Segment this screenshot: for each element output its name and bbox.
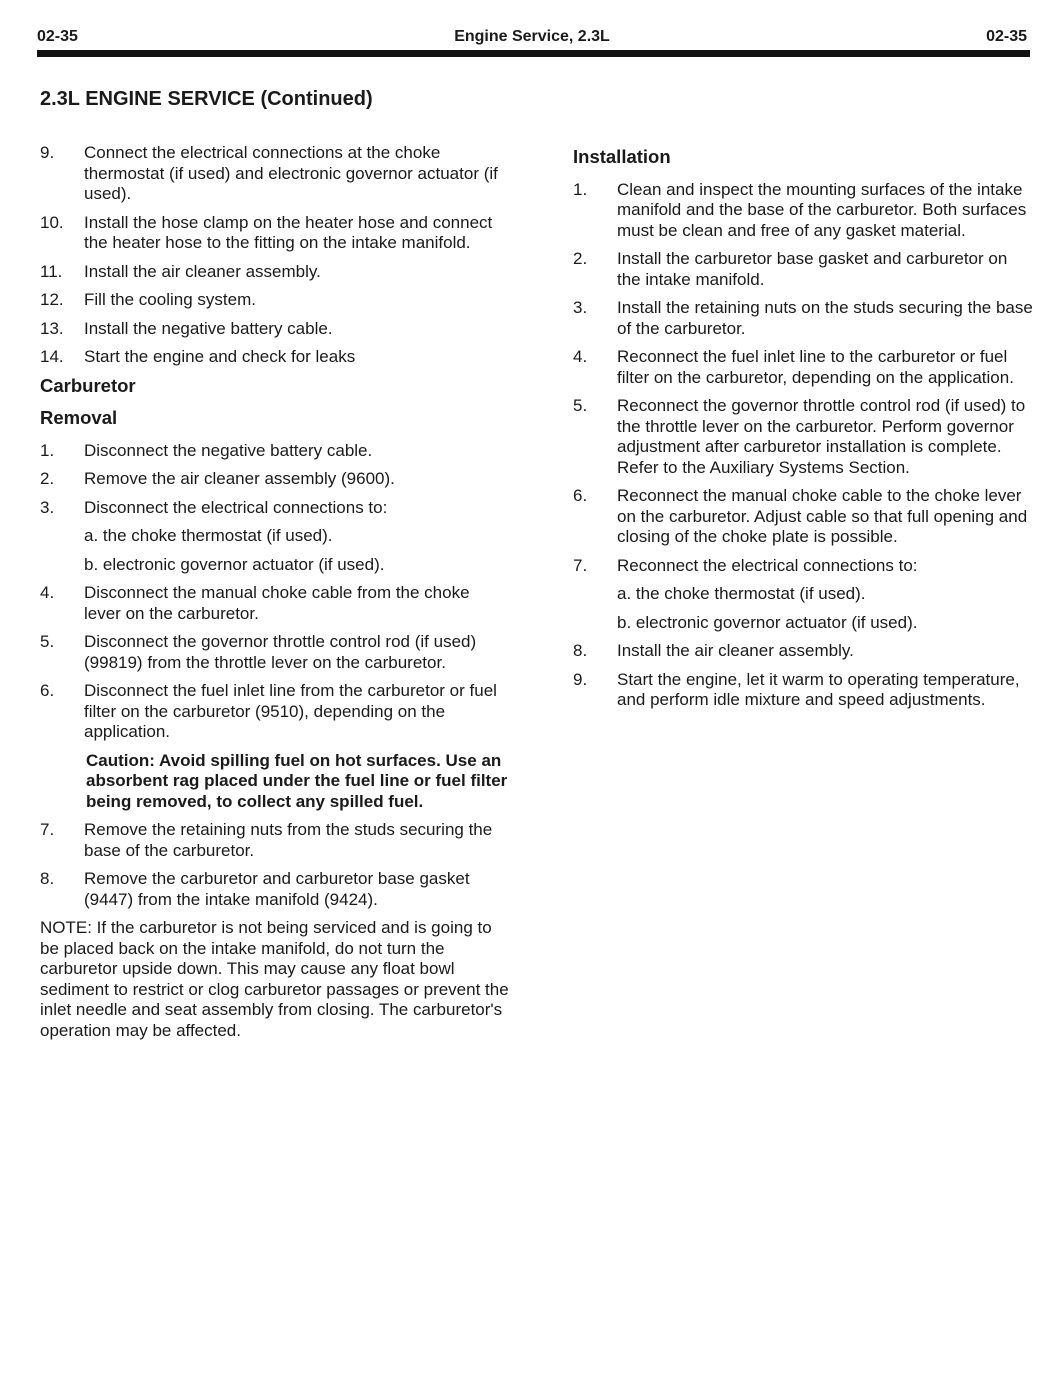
list-item [573, 298, 1033, 339]
list-item [573, 670, 1033, 711]
step-text: Remove the carburetor and carburetor base gasket (9447) from the intake manifold (9424). [84, 869, 470, 909]
list-item [573, 556, 1033, 577]
list-item [40, 441, 510, 462]
list-item [573, 641, 1033, 662]
removal-heading: Removal [40, 407, 118, 428]
step-number: 6. [40, 681, 55, 700]
step-text: Disconnect the fuel inlet line from the carburetor or fuel filter on the carburetor (9510), depending on the application. [84, 681, 497, 741]
step-text: Install the retaining nuts on the studs securing the base of the carburetor. [617, 298, 1033, 338]
step-number: 9. [40, 143, 55, 162]
step-text: Reconnect the fuel inlet line to the carburetor or fuel filter on the carburetor, depending on the application. [617, 347, 1014, 387]
list-item [40, 262, 510, 283]
steps-top [40, 143, 510, 368]
removal-sub-b: b. electronic governor actuator (if used). [84, 554, 385, 574]
step-number: 4. [40, 583, 55, 602]
step-number: 5. [40, 632, 55, 651]
step-text: Disconnect the manual choke cable from the choke lever on the carburetor. [84, 583, 470, 623]
step-number: 7. [573, 555, 588, 575]
list-item [40, 820, 510, 861]
installation-sub-b: b. electronic governor actuator (if used). [617, 612, 918, 632]
installation-sub-a: a. the choke thermostat (if used). [617, 584, 866, 603]
step-text: Remove the air cleaner assembly (9600). [84, 469, 395, 488]
list-item [40, 632, 510, 673]
list-item [573, 249, 1033, 290]
header-title: Engine Service, 2.3L [454, 28, 610, 45]
step-number: 6. [573, 486, 588, 505]
step-number: 2. [573, 249, 588, 268]
left-column [40, 143, 510, 1041]
page-number-right: 02-35 [986, 28, 1027, 45]
right-column [573, 143, 1033, 719]
step-number: 8. [40, 869, 55, 888]
step-number: 1. [573, 179, 588, 199]
list-item [40, 681, 510, 743]
list-item [573, 347, 1033, 388]
section-title: 2.3L ENGINE SERVICE (Continued) [40, 88, 373, 110]
installation-steps-b [573, 641, 1033, 711]
list-item [573, 396, 1033, 478]
step-number: 10. [40, 212, 64, 232]
step-text: Reconnect the manual choke cable to the choke lever on the carburetor. Adjust cable so that full opening and closing of the choke plate is possible. [617, 486, 1028, 546]
note-text: NOTE: If the carburetor is not being serviced and is going to be placed back on the intake manifold, do not turn the carburetor upside down. This may cause any float bowl sediment to restrict or clog carburetor passages or prevent the inlet needle and seat assembly from closing. The carburetor's operation may be affected. [40, 918, 509, 1040]
step-number: 9. [573, 669, 588, 689]
installation-steps-a [573, 180, 1033, 577]
step-number: 11. [40, 261, 63, 281]
list-item [573, 486, 1033, 548]
step-text: Disconnect the electrical connections to: [84, 497, 388, 517]
step-number: 5. [573, 396, 588, 415]
step-text: Start the engine and check for leaks [84, 347, 356, 366]
step-text: Connect the electrical connections at the choke thermostat (if used) and electronic governor actuator (if used). [84, 143, 498, 203]
list-item [40, 469, 510, 490]
installation-heading: Installation [573, 146, 671, 167]
step-number: 4. [573, 347, 588, 366]
removal-steps-b [40, 583, 510, 743]
step-text: Install the air cleaner assembly. [617, 641, 854, 660]
step-number: 13. [40, 318, 64, 338]
carburetor-heading: Carburetor [40, 374, 136, 396]
removal-steps-a [40, 441, 510, 519]
step-number: 3. [573, 298, 588, 317]
list-item [40, 347, 510, 368]
list-item [40, 213, 510, 254]
page-header [37, 28, 1027, 48]
step-text: Clean and inspect the mounting surfaces of the intake manifold and the base of the carburetor. Both surfaces must be clean and free of any gasket material. [617, 179, 1027, 240]
caution-text: Caution: Avoid spilling fuel on hot surfaces. Use an absorbent rag placed under the fuel line or fuel filter being removed, to collect any spilled fuel. [86, 750, 508, 811]
step-number: 2. [40, 469, 55, 488]
list-item [40, 498, 510, 519]
step-number: 3. [40, 497, 55, 517]
step-text: Start the engine, let it warm to operating temperature, and perform idle mixture and speed adjustments. [617, 669, 1020, 709]
step-number: 7. [40, 820, 55, 839]
step-text: Install the carburetor base gasket and carburetor on the intake manifold. [617, 249, 1008, 289]
list-item [40, 143, 510, 205]
step-number: 8. [573, 641, 588, 660]
removal-steps-c [40, 820, 510, 910]
step-text: Install the negative battery cable. [84, 318, 333, 338]
step-number: 14. [40, 347, 64, 366]
header-rule [37, 50, 1030, 57]
removal-sub-a: a. the choke thermostat (if used). [84, 526, 333, 545]
step-text: Reconnect the governor throttle control rod (if used) to the throttle lever on the carburetor. Perform governor adjustment after carburetor installation is complete. Refer to the Auxiliary Systems Section. [617, 396, 1026, 477]
step-text: Install the air cleaner assembly. [84, 261, 321, 281]
list-item [40, 869, 510, 910]
step-text: Fill the cooling system. [84, 290, 256, 309]
step-text: Disconnect the negative battery cable. [84, 440, 373, 460]
step-number: 12. [40, 290, 64, 309]
list-item [40, 319, 510, 340]
page-number-left: 02-35 [37, 28, 78, 45]
step-text: Disconnect the governor throttle control rod (if used) (99819) from the throttle lever on the carburetor. [84, 632, 477, 672]
list-item [573, 180, 1033, 242]
step-text: Install the hose clamp on the heater hose and connect the heater hose to the fitting on the intake manifold. [84, 212, 493, 252]
step-text: Reconnect the electrical connections to: [617, 555, 918, 575]
list-item [40, 583, 510, 624]
step-number: 1. [40, 440, 55, 460]
list-item [40, 290, 510, 311]
step-text: Remove the retaining nuts from the studs securing the base of the carburetor. [84, 820, 493, 860]
